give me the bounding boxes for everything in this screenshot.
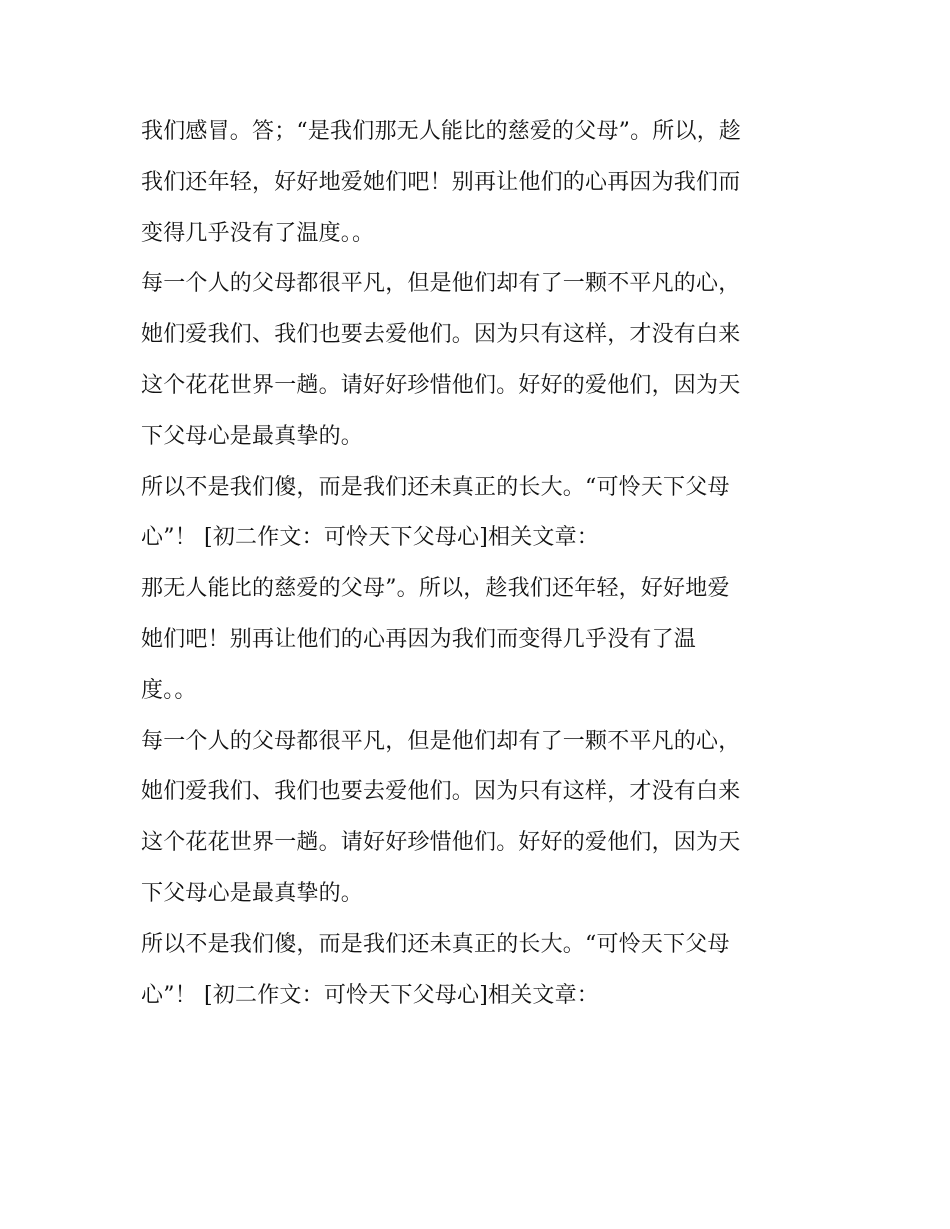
text-line: 变得几乎没有了温度。。: [141, 220, 375, 246]
text-line: 所以不是我们傻，而是我们还未真正的长大。“可怜天下父母: [141, 931, 730, 957]
text-line: 那无人能比的慈爱的父母”。所以，趁我们还年轻，好好地爱: [141, 576, 730, 602]
text-line: 我们还年轻，好好地爱她们吧！别再让他们的心再因为我们而: [141, 169, 741, 195]
text-line: 她们爱我们、我们也要去爱他们。因为只有这样，才没有白来: [141, 322, 741, 348]
text-line: 所以不是我们傻，而是我们还未真正的长大。“可怜天下父母: [141, 474, 730, 500]
text-line: 下父母心是最真挚的。: [141, 423, 364, 449]
text-line: 这个花花世界一趟。请好好珍惜他们。好好的爱他们，因为天: [141, 830, 741, 856]
text-line: 每一个人的父母都很平凡，但是他们却有了一颗不平凡的心，: [141, 728, 741, 754]
text-line: 度。。: [141, 677, 197, 703]
text-line: 她们爱我们、我们也要去爱他们。因为只有这样，才没有白来: [141, 779, 741, 805]
text-line: 心”！ [初二作文：可怜天下父母心]相关文章：: [141, 525, 600, 551]
text-line: 心”！ [初二作文：可怜天下父母心]相关文章：: [141, 982, 600, 1008]
text-line: 这个花花世界一趟。请好好珍惜他们。好好的爱他们，因为天: [141, 372, 741, 398]
text-line: 每一个人的父母都很平凡，但是他们却有了一颗不平凡的心，: [141, 271, 741, 297]
text-line: 她们吧！别再让他们的心再因为我们而变得几乎没有了温: [141, 626, 697, 652]
text-line: 我们感冒。答；“是我们那无人能比的慈爱的父母”。所以，趁: [141, 119, 742, 144]
document-body: [141, 107, 821, 1021]
text-line: 下父母心是最真挚的。: [141, 880, 364, 906]
